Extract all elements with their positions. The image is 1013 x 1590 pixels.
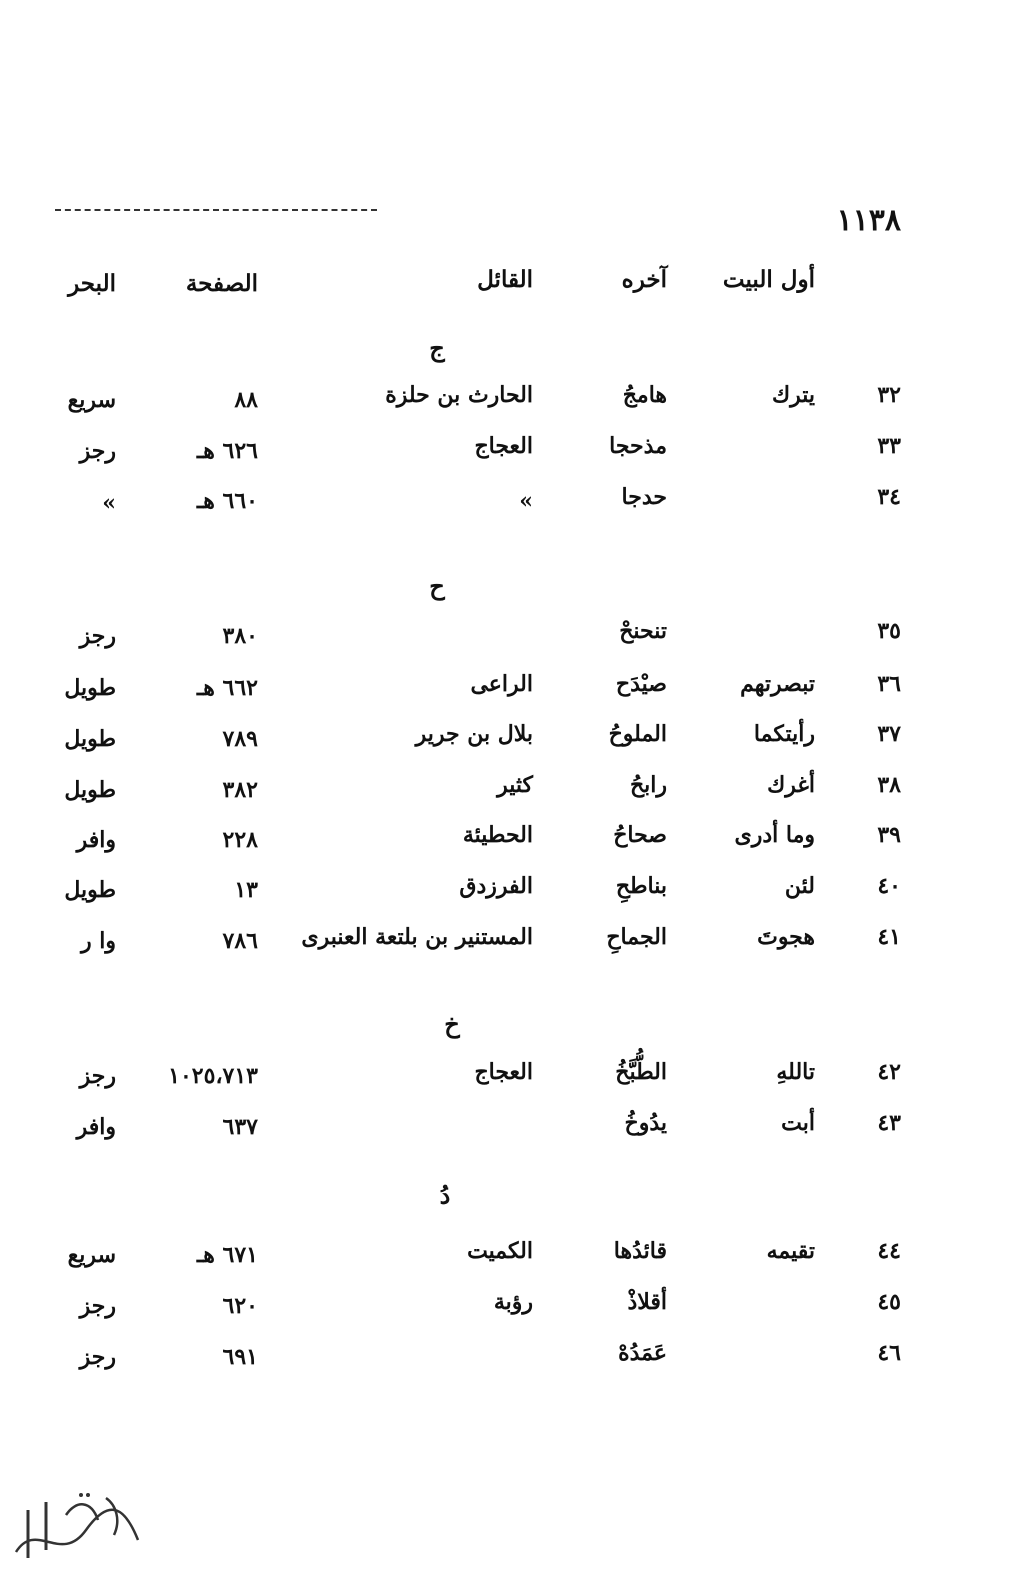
page-ref: ٦٢٦ هـ — [196, 438, 258, 464]
poet: العجاج — [474, 1059, 533, 1085]
first-word: تاللهِ — [776, 1059, 815, 1085]
row-number: ٣٣ — [877, 433, 901, 459]
poet: الحارث بن حلزة — [385, 382, 533, 408]
last-word: رابحُ — [629, 772, 667, 798]
last-word: تنحنحْ — [619, 618, 667, 644]
header-page: الصفحة — [185, 270, 258, 297]
page-ref: ٦٢٠ — [222, 1293, 258, 1319]
row-number: ٤٠ — [877, 873, 901, 899]
row-number: ٣٧ — [877, 721, 901, 747]
row-number: ٣٩ — [877, 822, 901, 848]
first-word: وما أدرى — [734, 822, 815, 848]
last-word: صيْدَح — [615, 671, 667, 697]
poet: رؤبة — [493, 1289, 533, 1315]
last-word: الطُّبَّخُ — [615, 1059, 667, 1085]
page-ref: ٧٨٩ — [222, 726, 258, 752]
page-ref: ١٠٢٥،٧١٣ — [168, 1063, 258, 1089]
meter: رجز — [79, 1293, 116, 1319]
last-word: مذحجا — [609, 433, 667, 459]
page-ref: ٣٨٢ — [222, 777, 258, 803]
meter: طويل — [64, 675, 116, 701]
header-last: آخره — [621, 266, 667, 293]
last-word: قائدُها — [613, 1238, 667, 1264]
page-ref: ٧٨٦ — [222, 928, 258, 954]
page-ref: ٢٢٨ — [222, 827, 258, 853]
meter: طويل — [64, 726, 116, 752]
first-word: تقيمه — [766, 1238, 815, 1264]
last-word: أقلاذْ — [627, 1289, 667, 1315]
page-ref: ٦٦٠ هـ — [196, 488, 258, 514]
last-word: يدُوخُ — [624, 1110, 667, 1136]
meter: سريع — [67, 387, 116, 413]
page-ref: ١٣ — [234, 877, 258, 903]
poet: بلال بن جرير — [415, 721, 533, 747]
first-word: أبت — [781, 1110, 815, 1136]
first-word: يترك — [771, 382, 815, 408]
poet: العجاج — [474, 433, 533, 459]
page-ref: ٦٣٧ — [222, 1114, 258, 1140]
calligraphy-stamp — [6, 1480, 146, 1580]
top-rule — [55, 209, 377, 211]
row-number: ٣٢ — [877, 382, 901, 408]
poet: الراعى — [470, 671, 533, 697]
section-letter: خ — [444, 1009, 460, 1039]
section-letter: ح — [429, 571, 445, 601]
last-word: بناطحِ — [615, 873, 667, 899]
page-ref: ٦٦٢ هـ — [196, 675, 258, 701]
page-number: ١١٣٨ — [836, 203, 901, 238]
row-number: ٣٦ — [877, 671, 901, 697]
page-ref: ٣٨٠ — [222, 623, 258, 649]
meter: رجز — [79, 438, 116, 464]
last-word: حدجا — [621, 484, 667, 510]
meter: رجز — [79, 623, 116, 649]
first-word: تبصرتهم — [740, 671, 815, 697]
meter: رجز — [79, 1063, 116, 1089]
header-poet: القائل — [477, 266, 533, 293]
meter: طويل — [64, 777, 116, 803]
poet: كثير — [497, 772, 533, 798]
row-number: ٤٢ — [877, 1059, 901, 1085]
poet: المستنير بن بلتعة العنبرى — [301, 924, 533, 950]
meter: وافر — [76, 827, 116, 853]
first-word: أغرك — [767, 772, 815, 798]
meter: وافر — [76, 1114, 116, 1140]
row-number: ٣٨ — [877, 772, 901, 798]
section-letter: ج — [429, 333, 445, 363]
last-word: عَمَدُهْ — [618, 1340, 667, 1366]
meter: سريع — [67, 1242, 116, 1268]
first-word: لئن — [784, 873, 815, 899]
header-first: أول البيت — [722, 266, 815, 293]
last-word: الملوحُ — [608, 721, 667, 747]
first-word: هجوتَ — [757, 924, 815, 950]
meter: طويل — [64, 877, 116, 903]
poet: الحطيئة — [462, 822, 533, 848]
page-ref: ٦٧١ هـ — [196, 1242, 258, 1268]
meter: » — [102, 490, 116, 516]
row-number: ٤٦ — [877, 1340, 901, 1366]
stamp-flourish-icon — [6, 1480, 146, 1580]
row-number: ٤٥ — [877, 1289, 901, 1315]
page-ref: ٨٨ — [234, 387, 258, 413]
last-word: الجماحِ — [606, 924, 667, 950]
page-ref: ٦٩١ — [222, 1344, 258, 1370]
header-meter: البحر — [68, 270, 116, 297]
row-number: ٤٤ — [877, 1238, 901, 1264]
meter: رجز — [79, 1344, 116, 1370]
last-word: هامجُ — [622, 382, 667, 408]
last-word: صحاحُ — [613, 822, 667, 848]
row-number: ٣٤ — [877, 484, 901, 510]
first-word: رأيتكما — [753, 721, 815, 747]
row-number: ٤١ — [877, 924, 901, 950]
poet: الفرزدق — [459, 873, 533, 899]
section-letter: دُ — [439, 1180, 451, 1210]
meter: وا ر — [80, 928, 116, 954]
row-number: ٤٣ — [877, 1110, 901, 1136]
poet: » — [519, 488, 533, 514]
row-number: ٣٥ — [877, 618, 901, 644]
poet: الكميت — [467, 1238, 533, 1264]
